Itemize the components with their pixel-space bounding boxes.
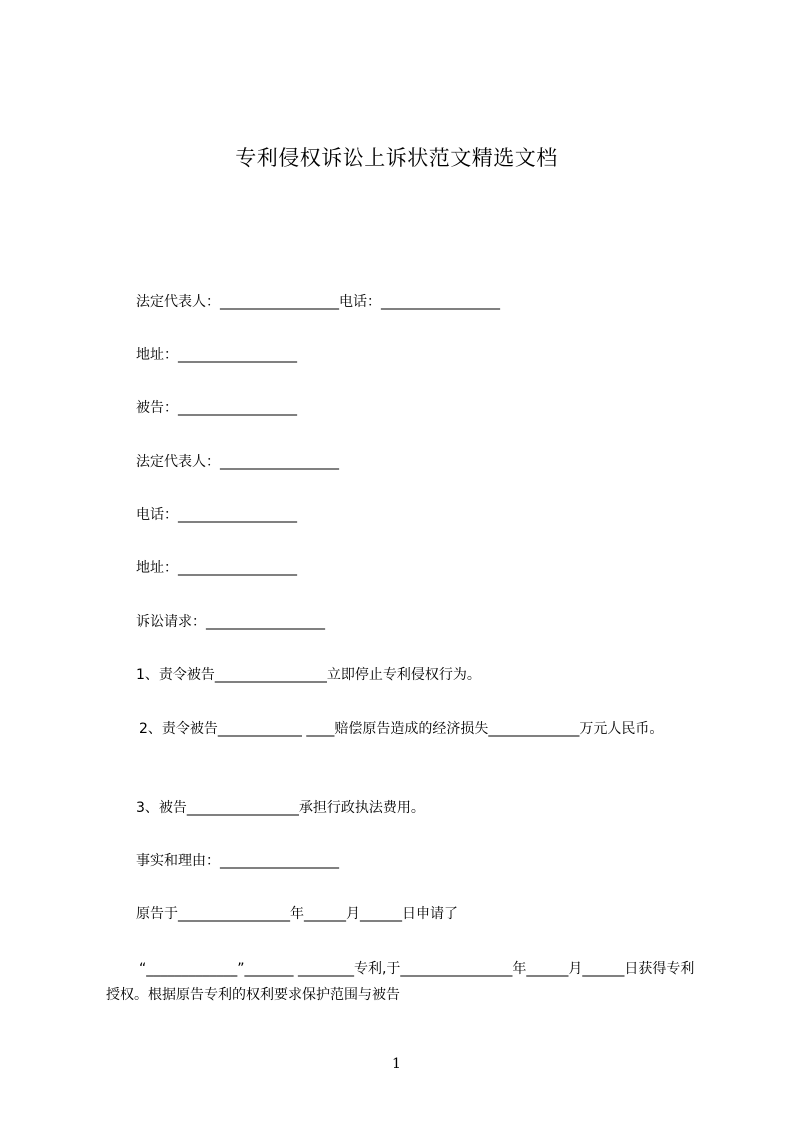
document-title: 专利侵权诉讼上诉状范文精选文档 (235, 146, 558, 170)
defendant-address-line: 地址：_________________ (136, 560, 297, 576)
claim-item-3: 3、被告________________承担行政执法费用。 (136, 800, 425, 816)
defendant-phone-line: 电话：_________________ (136, 507, 297, 523)
claims-heading-line: 诉讼请求：_________________ (136, 614, 325, 630)
plaintiff-address-line: 地址：_________________ (136, 347, 297, 363)
defendant-legal-rep-line: 法定代表人：_________________ (136, 454, 339, 470)
page-number: 1 (392, 1056, 401, 1072)
claim-item-2: 2、责令被告____________ ____赔偿原告造成的经济损失_____________万元人民币。 (139, 721, 664, 737)
facts-heading-line: 事实和理由：_________________ (136, 853, 339, 869)
claim-item-1: 1、责令被告________________立即停止专利侵权行为。 (136, 667, 481, 683)
plaintiff-legal-rep-line: 法定代表人：_________________电话：_________________ (136, 294, 500, 310)
patent-grant-paragraph: “_____________”_______ ________专利,于________________年______月______日获得专利授权。根据原告专利的权利要求保护范围与被告 (106, 961, 695, 1003)
application-date-line: 原告于________________年______月______日申请了 (136, 906, 458, 922)
defendant-line: 被告：_________________ (136, 400, 297, 416)
